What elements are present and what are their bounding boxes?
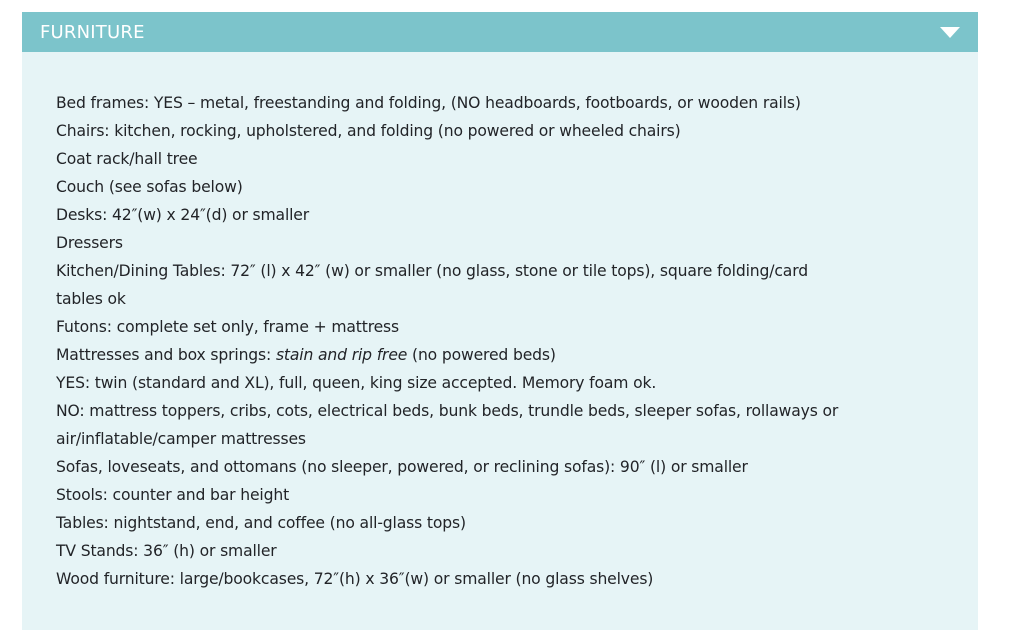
list-item-mattress-no-continued: air/inflatable/camper mattresses bbox=[56, 430, 306, 448]
list-item-couch: Couch (see sofas below) bbox=[56, 178, 243, 196]
accordion-header[interactable] bbox=[22, 12, 978, 52]
list-item-tv-stands: TV Stands: 36″ (h) or smaller bbox=[56, 542, 277, 560]
list-item-chairs: Chairs: kitchen, rocking, upholstered, and folding (no powered or wheeled chairs) bbox=[56, 122, 681, 140]
chevron-down-icon[interactable] bbox=[940, 27, 960, 38]
mattresses-condition: stain and rip free bbox=[275, 346, 408, 364]
list-item-mattresses bbox=[56, 341, 944, 369]
accordion-body bbox=[22, 52, 978, 593]
list-item-stools: Stools: counter and bar height bbox=[56, 486, 290, 504]
list-item-kitchen-tables-continued: tables ok bbox=[56, 290, 126, 308]
list-item-wood-furniture: Wood furniture: large/bookcases, 72″(h) x 36″(w) or smaller (no glass shelves) bbox=[56, 570, 654, 588]
mattresses-note: (no powered beds) bbox=[407, 346, 556, 364]
list-item-bed-frames: Bed frames: YES – metal, freestanding and folding, (NO headboards, footboards, or wooden rails) bbox=[56, 94, 801, 112]
mattresses-label: Mattresses and box springs: bbox=[56, 346, 276, 364]
list-item-mattress-yes: YES: twin (standard and XL), full, queen, king size accepted. Memory foam ok. bbox=[56, 374, 657, 392]
accordion-title: FURNITURE bbox=[40, 21, 145, 43]
list-item-sofas: Sofas, loveseats, and ottomans (no sleeper, powered, or reclining sofas): 90″ (l) or smaller bbox=[56, 458, 748, 476]
list-item-coat-rack: Coat rack/hall tree bbox=[56, 150, 198, 168]
list-item-desks: Desks: 42″(w) x 24″(d) or smaller bbox=[56, 206, 310, 224]
furniture-accordion bbox=[22, 12, 978, 630]
list-item-kitchen-tables: Kitchen/Dining Tables: 72″ (l) x 42″ (w) or smaller (no glass, stone or tile tops), square folding/card bbox=[56, 262, 808, 280]
list-item-futons: Futons: complete set only, frame + mattress bbox=[56, 318, 400, 336]
list-item-dressers: Dressers bbox=[56, 234, 123, 252]
list-item-tables: Tables: nightstand, end, and coffee (no all-glass tops) bbox=[56, 514, 466, 532]
list-item-mattress-no: NO: mattress toppers, cribs, cots, electrical beds, bunk beds, trundle beds, sleeper sofas, rollaways or bbox=[56, 402, 839, 420]
